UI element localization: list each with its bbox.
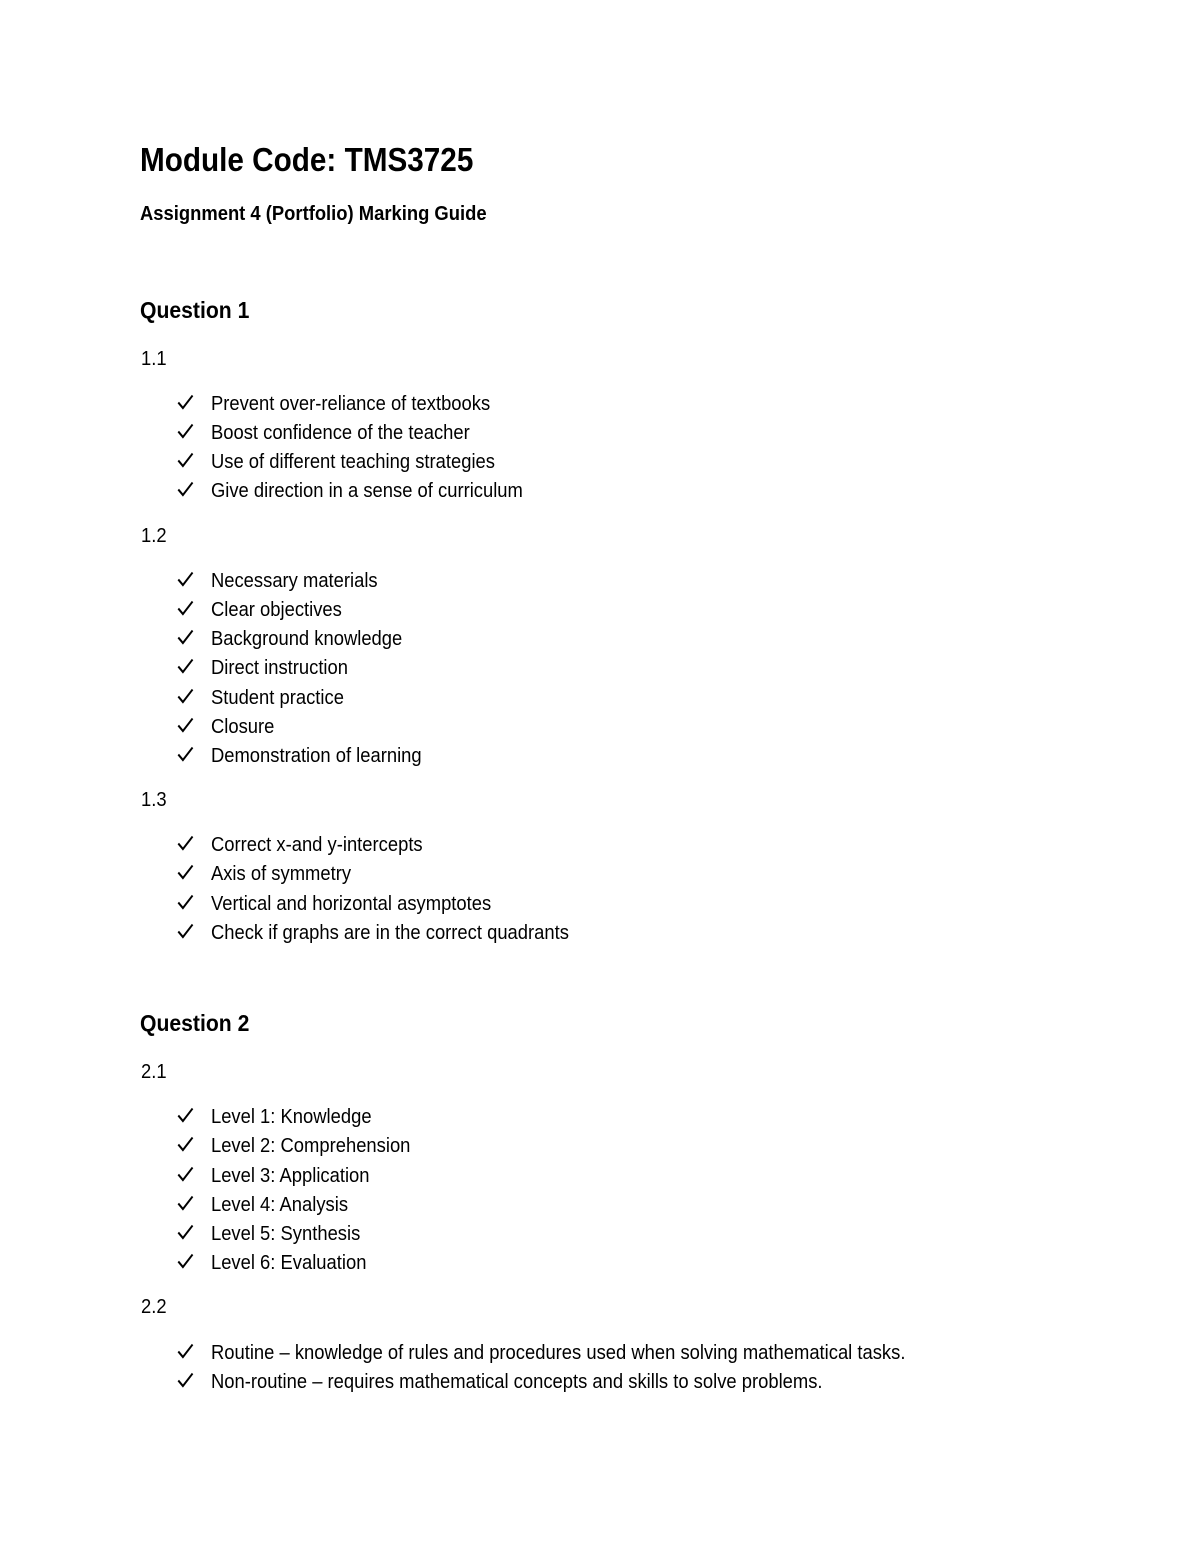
list-item: Necessary materials [176, 568, 196, 594]
checkmark-icon [176, 921, 196, 941]
list-item: Check if graphs are in the correct quadrants [176, 920, 196, 946]
checkmark-icon [176, 569, 196, 589]
list-item: Axis of symmetry [176, 861, 196, 887]
checkmark-icon [176, 1164, 196, 1184]
question-1-heading: Question 1 [140, 297, 250, 323]
list-item: Direct instruction [176, 655, 196, 681]
section-1-3-number: 1.3 [141, 789, 167, 811]
marking-guide-subtitle: Assignment 4 (Portfolio) Marking Guide [140, 203, 487, 225]
list-item: Student practice [176, 685, 196, 711]
list-item: Level 4: Analysis [176, 1192, 196, 1218]
list-item: Non-routine – requires mathematical concepts and skills to solve problems. [176, 1369, 196, 1395]
list-item: Give direction in a sense of curriculum [176, 478, 196, 504]
checkmark-icon [176, 1105, 196, 1125]
section-1-2-number: 1.2 [141, 525, 167, 547]
checkmark-icon [176, 479, 196, 499]
list-item: Background knowledge [176, 626, 196, 652]
checkmark-icon [176, 1193, 196, 1213]
list-item: Closure [176, 714, 196, 740]
list-item: Demonstration of learning [176, 743, 196, 769]
checkmark-icon [176, 833, 196, 853]
checkmark-icon [176, 744, 196, 764]
checkmark-icon [176, 421, 196, 441]
list-item: Use of different teaching strategies [176, 449, 196, 475]
checkmark-icon [176, 450, 196, 470]
checkmark-icon [176, 1341, 196, 1361]
checkmark-icon [176, 1134, 196, 1154]
checkmark-icon [176, 715, 196, 735]
list-item: Level 3: Application [176, 1163, 196, 1189]
list-item: Level 6: Evaluation [176, 1250, 196, 1276]
list-item: Routine – knowledge of rules and procedures used when solving mathematical tasks. [176, 1340, 196, 1366]
checkmark-icon [176, 598, 196, 618]
section-1-1-number: 1.1 [141, 348, 167, 370]
list-item: Clear objectives [176, 597, 196, 623]
checkmark-icon [176, 1251, 196, 1271]
list-item: Correct x-and y-intercepts [176, 832, 196, 858]
list-item: Level 5: Synthesis [176, 1221, 196, 1247]
module-code-title: Module Code: TMS3725 [140, 141, 474, 178]
checkmark-icon [176, 627, 196, 647]
checkmark-icon [176, 1222, 196, 1242]
list-item: Prevent over-reliance of textbooks [176, 391, 196, 417]
question-2-heading: Question 2 [140, 1010, 250, 1036]
checkmark-icon [176, 862, 196, 882]
list-item: Level 2: Comprehension [176, 1133, 196, 1159]
list-item: Vertical and horizontal asymptotes [176, 891, 196, 917]
list-item: Boost confidence of the teacher [176, 420, 196, 446]
checkmark-icon [176, 392, 196, 412]
section-2-2-number: 2.2 [141, 1296, 167, 1318]
section-2-1-number: 2.1 [141, 1061, 167, 1083]
checkmark-icon [176, 1370, 196, 1390]
list-item: Level 1: Knowledge [176, 1104, 196, 1130]
checkmark-icon [176, 686, 196, 706]
checkmark-icon [176, 892, 196, 912]
checkmark-icon [176, 656, 196, 676]
